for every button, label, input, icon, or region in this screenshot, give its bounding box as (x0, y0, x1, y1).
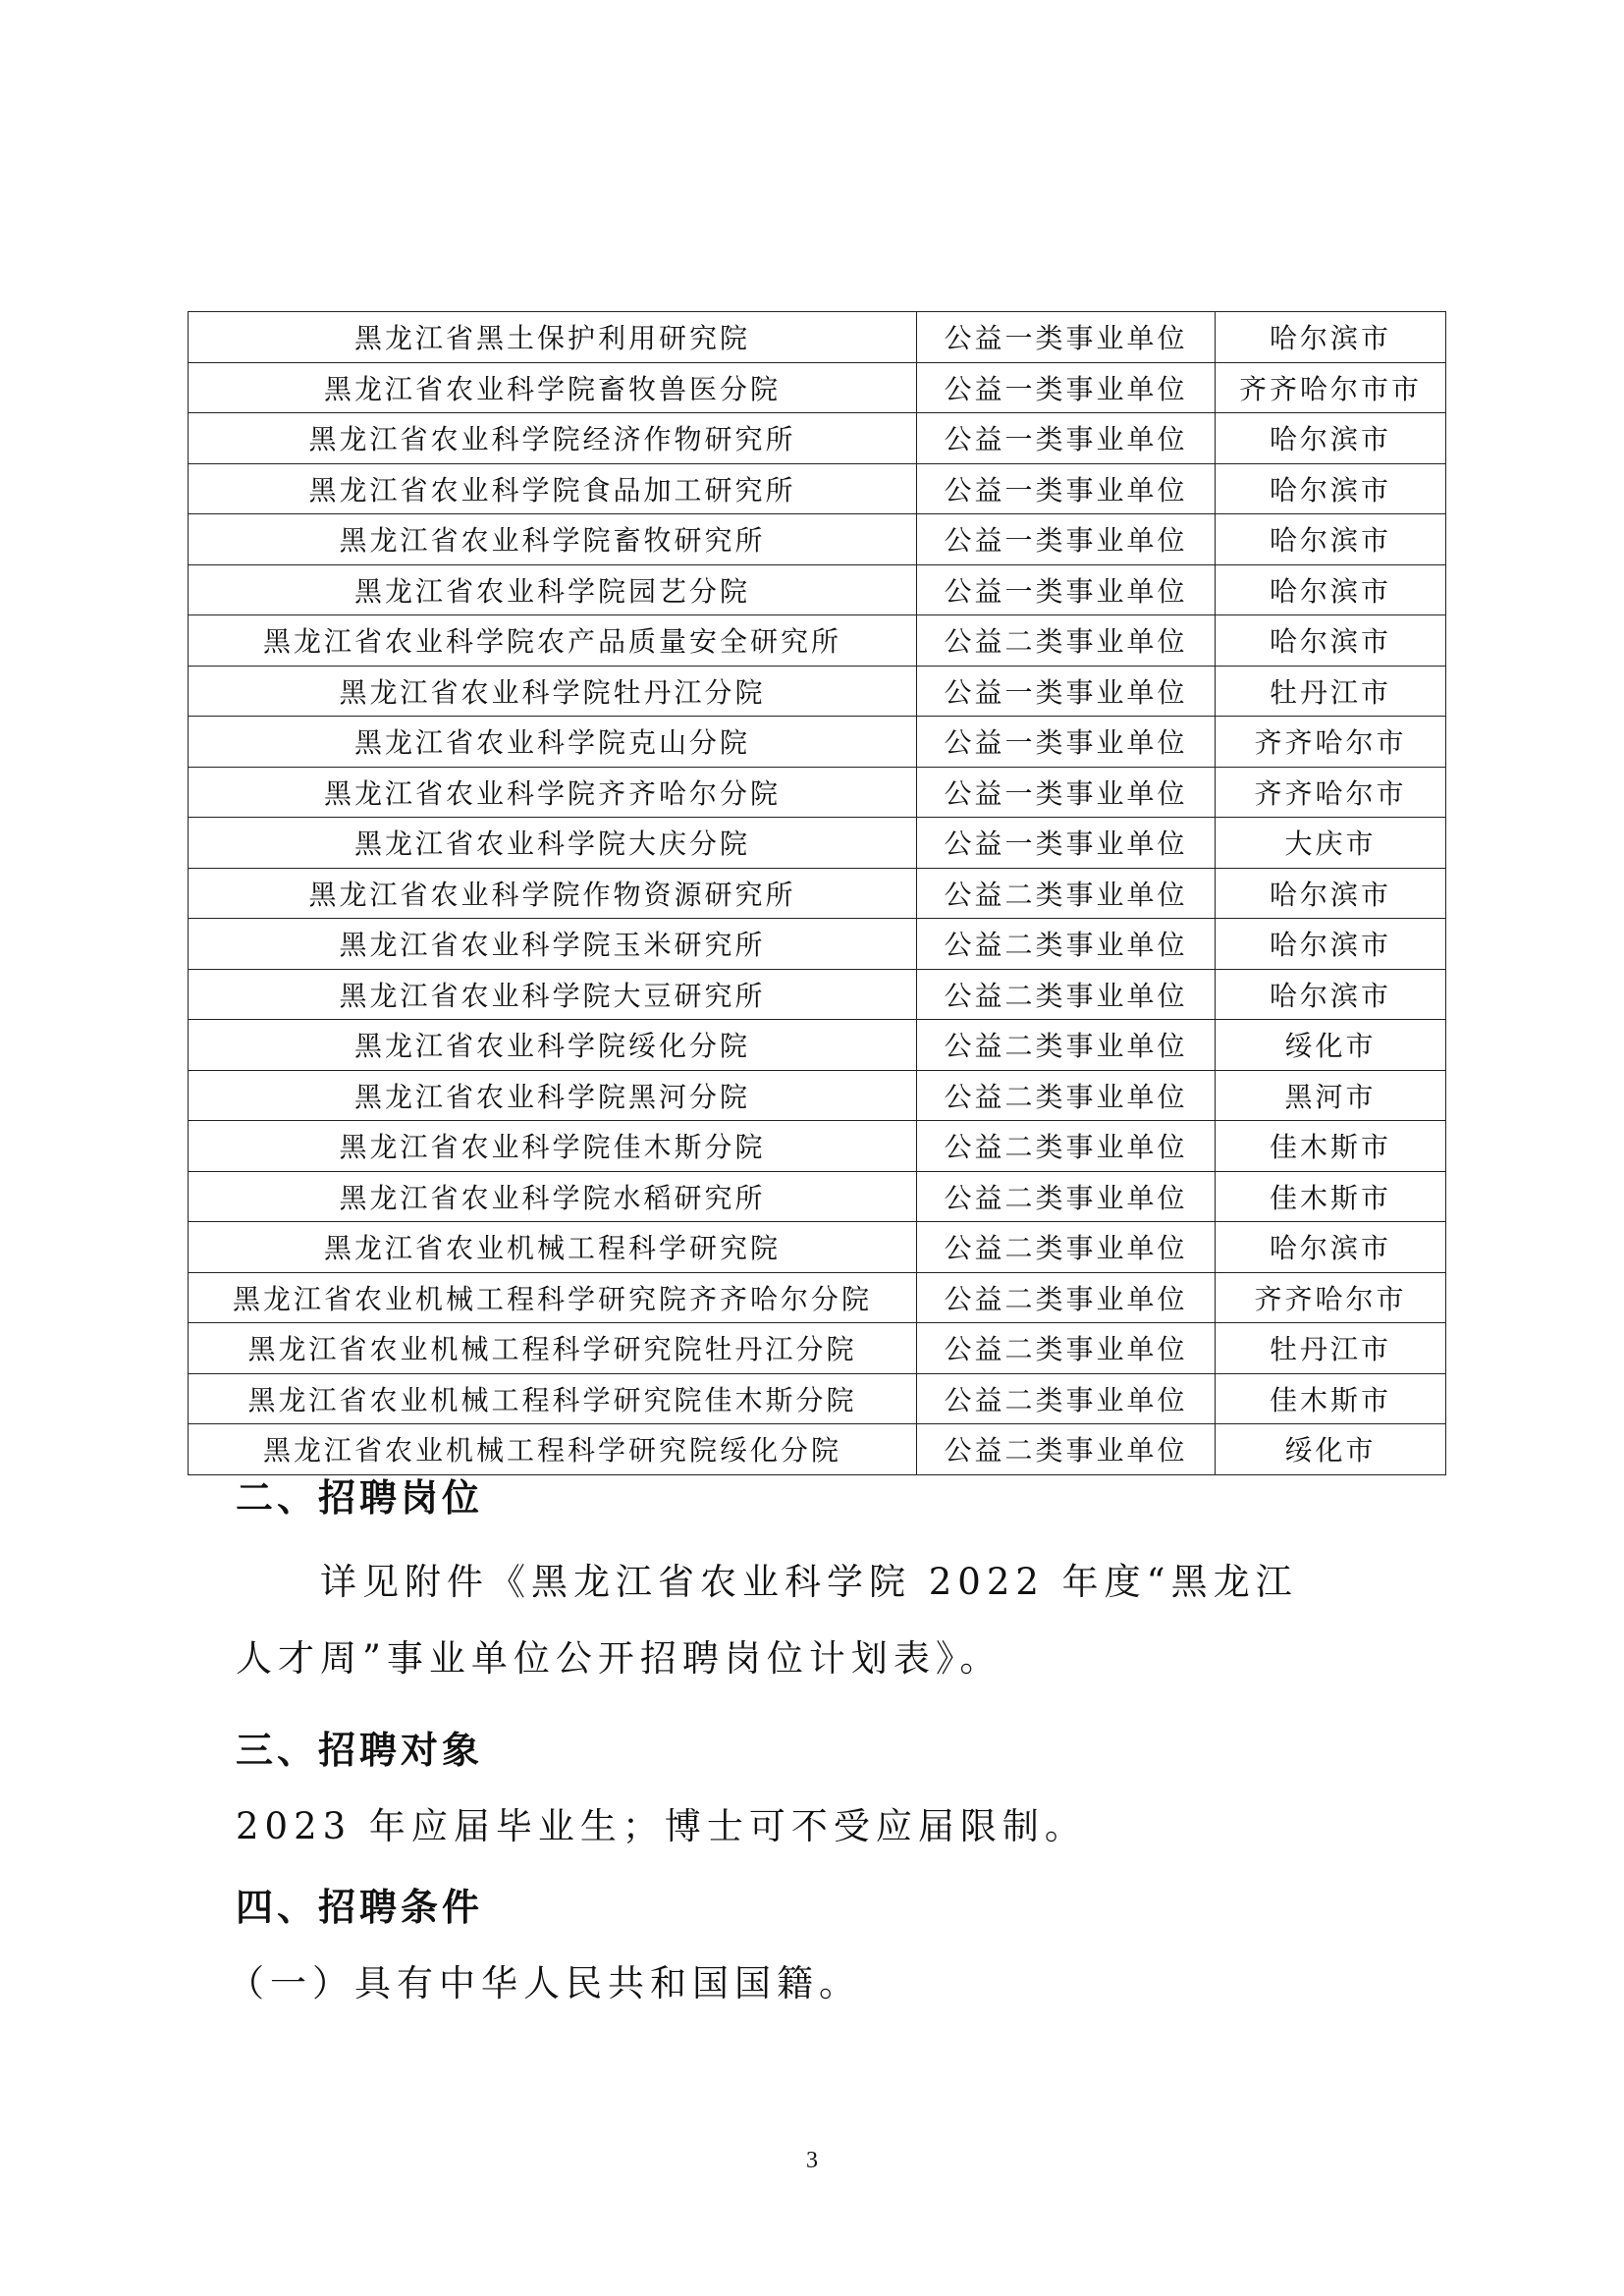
table-row (189, 615, 1446, 667)
institution-location-cell: 牡丹江市 (1216, 1323, 1446, 1374)
section-heading-positions: 二、招聘岗位 (236, 1476, 484, 1520)
institution-location-cell: 牡丹江市 (1216, 666, 1446, 717)
institution-location-cell: 佳木斯市 (1216, 1373, 1446, 1424)
institution-name-cell: 黑龙江省农业科学院农产品质量安全研究所 (189, 615, 917, 667)
institution-name-cell: 黑龙江省农业机械工程科学研究院 (189, 1222, 917, 1273)
institution-category-cell: 公益二类事业单位 (917, 1121, 1216, 1172)
institution-name-cell: 黑龙江省农业科学院齐齐哈尔分院 (189, 767, 917, 818)
institution-category-cell: 公益一类事业单位 (917, 514, 1216, 565)
institution-name-cell: 黑龙江省农业科学院作物资源研究所 (189, 868, 917, 919)
institution-category-cell: 公益一类事业单位 (917, 767, 1216, 818)
table-row (189, 362, 1446, 413)
institution-location-cell: 大庆市 (1216, 818, 1446, 869)
table-row (189, 514, 1446, 565)
institution-category-cell: 公益一类事业单位 (917, 818, 1216, 869)
institution-name-cell: 黑龙江省农业科学院大庆分院 (189, 818, 917, 869)
page-number: 3 (806, 2148, 818, 2173)
institution-location-cell: 哈尔滨市 (1216, 463, 1446, 514)
institution-category-cell: 公益一类事业单位 (917, 717, 1216, 768)
table-row (189, 1323, 1446, 1374)
institution-location-cell: 佳木斯市 (1216, 1171, 1446, 1222)
institution-location-cell: 齐齐哈尔市 (1216, 767, 1446, 818)
institution-location-cell: 黑河市 (1216, 1070, 1446, 1121)
institution-category-cell: 公益二类事业单位 (917, 1323, 1216, 1374)
institution-name-cell: 黑龙江省农业机械工程科学研究院牡丹江分院 (189, 1323, 917, 1374)
table-row (189, 312, 1446, 363)
table-row (189, 1121, 1446, 1172)
institution-location-cell: 齐齐哈尔市市 (1216, 362, 1446, 413)
institution-location-cell: 哈尔滨市 (1216, 413, 1446, 464)
institution-category-cell: 公益一类事业单位 (917, 666, 1216, 717)
table-row (189, 767, 1446, 818)
institution-name-cell: 黑龙江省农业科学院畜牧兽医分院 (189, 362, 917, 413)
table-row (189, 1272, 1446, 1323)
institution-name-cell: 黑龙江省农业科学院黑河分院 (189, 1070, 917, 1121)
institution-name-cell: 黑龙江省农业科学院牡丹江分院 (189, 666, 917, 717)
section-heading-targets: 三、招聘对象 (236, 1729, 484, 1772)
table-row (189, 1020, 1446, 1071)
institution-location-cell: 哈尔滨市 (1216, 564, 1446, 615)
institution-location-cell: 哈尔滨市 (1216, 615, 1446, 667)
institution-name-cell: 黑龙江省农业科学院佳木斯分院 (189, 1121, 917, 1172)
institution-category-cell: 公益一类事业单位 (917, 362, 1216, 413)
institution-name-cell: 黑龙江省农业科学院园艺分院 (189, 564, 917, 615)
table-row (189, 463, 1446, 514)
table-row (189, 818, 1446, 869)
institution-category-cell: 公益二类事业单位 (917, 919, 1216, 970)
condition-item-1: （一）具有中华人民共和国国籍。 (228, 1962, 861, 2004)
institution-category-cell: 公益二类事业单位 (917, 1373, 1216, 1424)
institution-name-cell: 黑龙江省农业科学院大豆研究所 (189, 969, 917, 1020)
institution-category-cell: 公益二类事业单位 (917, 615, 1216, 667)
institution-category-cell: 公益二类事业单位 (917, 868, 1216, 919)
institution-location-cell: 齐齐哈尔市 (1216, 717, 1446, 768)
institution-location-cell: 哈尔滨市 (1216, 1222, 1446, 1273)
institution-location-cell: 哈尔滨市 (1216, 312, 1446, 363)
table-row (189, 1222, 1446, 1273)
institution-name-cell: 黑龙江省农业机械工程科学研究院绥化分院 (189, 1424, 917, 1475)
institution-location-cell: 绥化市 (1216, 1424, 1446, 1475)
institution-name-cell: 黑龙江省农业科学院经济作物研究所 (189, 413, 917, 464)
institution-category-cell: 公益一类事业单位 (917, 413, 1216, 464)
table-row (189, 564, 1446, 615)
institution-category-cell: 公益二类事业单位 (917, 1171, 1216, 1222)
institution-name-cell: 黑龙江省农业科学院绥化分院 (189, 1020, 917, 1071)
table-row (189, 413, 1446, 464)
institution-category-cell: 公益二类事业单位 (917, 1222, 1216, 1273)
institution-category-cell: 公益二类事业单位 (917, 1020, 1216, 1071)
table-row (189, 868, 1446, 919)
institution-category-cell: 公益二类事业单位 (917, 969, 1216, 1020)
institution-name-cell: 黑龙江省农业科学院食品加工研究所 (189, 463, 917, 514)
institution-location-cell: 绥化市 (1216, 1020, 1446, 1071)
institution-table-body (189, 312, 1446, 1475)
section-text-targets: 2023 年应届毕业生；博士可不受应届限制。 (236, 1805, 1087, 1847)
institution-location-cell: 哈尔滨市 (1216, 919, 1446, 970)
institution-name-cell: 黑龙江省农业科学院水稻研究所 (189, 1171, 917, 1222)
table-row (189, 969, 1446, 1020)
institution-location-cell: 佳木斯市 (1216, 1121, 1446, 1172)
institution-name-cell: 黑龙江省农业科学院玉米研究所 (189, 919, 917, 970)
institution-category-cell: 公益二类事业单位 (917, 1070, 1216, 1121)
institution-location-cell: 哈尔滨市 (1216, 514, 1446, 565)
table-row (189, 666, 1446, 717)
institution-name-cell: 黑龙江省农业机械工程科学研究院佳木斯分院 (189, 1373, 917, 1424)
institution-name-cell: 黑龙江省农业机械工程科学研究院齐齐哈尔分院 (189, 1272, 917, 1323)
section-heading-conditions: 四、招聘条件 (236, 1886, 484, 1929)
institution-category-cell: 公益一类事业单位 (917, 463, 1216, 514)
table-row (189, 919, 1446, 970)
table-row (189, 1171, 1446, 1222)
institution-location-cell: 哈尔滨市 (1216, 868, 1446, 919)
table-row (189, 1373, 1446, 1424)
table-row (189, 1070, 1446, 1121)
institution-location-cell: 齐齐哈尔市 (1216, 1272, 1446, 1323)
institution-table (188, 311, 1446, 1475)
table-row (189, 717, 1446, 768)
institution-category-cell: 公益一类事业单位 (917, 312, 1216, 363)
institution-category-cell: 公益一类事业单位 (917, 564, 1216, 615)
institution-category-cell: 公益二类事业单位 (917, 1272, 1216, 1323)
institution-location-cell: 哈尔滨市 (1216, 969, 1446, 1020)
institution-name-cell: 黑龙江省农业科学院克山分院 (189, 717, 917, 768)
section-text-positions: 详见附件《黑龙江省农业科学院 2022 年度“黑龙江人才周”事业单位公开招聘岗位计划表》。 (236, 1561, 1298, 1680)
institution-name-cell: 黑龙江省农业科学院畜牧研究所 (189, 514, 917, 565)
institution-category-cell: 公益二类事业单位 (917, 1424, 1216, 1475)
institution-name-cell: 黑龙江省黑土保护利用研究院 (189, 312, 917, 363)
